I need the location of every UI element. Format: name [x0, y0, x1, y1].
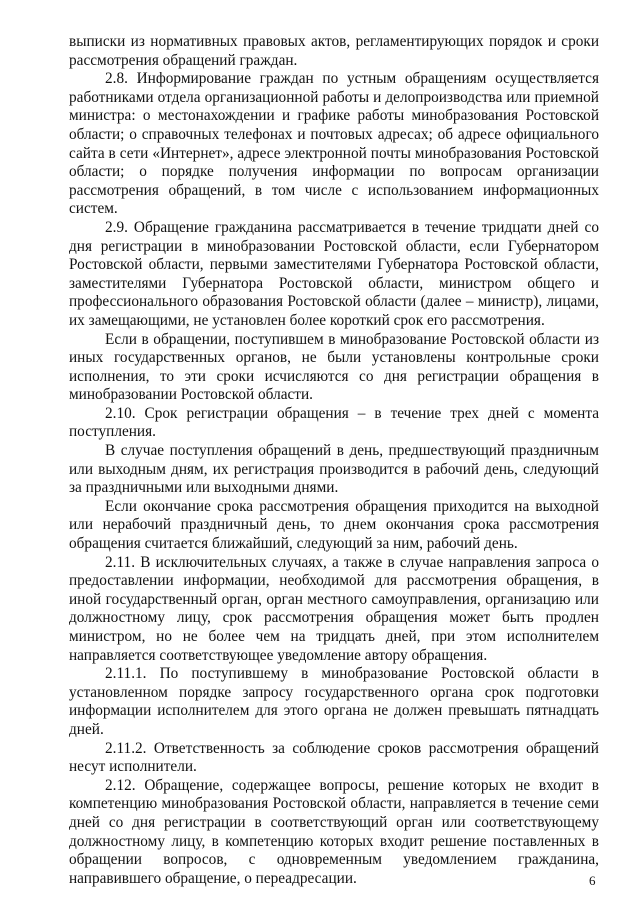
- paragraph-2-9: 2.9. Обращение гражданина рассматривается в течение тридцати дней со дня регистрации в минобразовании Ростовской области, если Губернатором Ростовской области, первыми заместителями Губернатора Ростовской области, заместителями Губернатора Ростовской области, министром общего и профессионального образования Ростовской области (далее – министр), лицами, их замещающими, не установлен более короткий срок его рассмотрения.: [69, 218, 599, 329]
- paragraph-2-12: 2.12. Обращение, содержащее вопросы, решение которых не входит в компетенцию минобразования Ростовской области, направляется в течение семи дней со дня регистрации в соответствующий орган или соответствующему должностному лицу, в компетенцию которых входит решение поставленных в обращении вопросов, с одновременным уведомлением гражданина, направившего обращение, о переадресации.: [69, 776, 599, 887]
- page-number: 6: [589, 873, 596, 888]
- paragraph-2-8: 2.8. Информирование граждан по устным обращениям осуществляется работниками отдела организационной работы и делопроизводства или приемной министра: о местонахождении и графике работы минобразования Ростовской области; о справочных телефонах и почтовых адресах; об адресе официального сайта в сети «Интернет», адресе электронной почты минобразования Ростовской области; о порядке получения информации по вопросам организации рассмотрения обращений, в том числе с использованием информационных систем.: [69, 70, 599, 218]
- paragraph-2-11-1: 2.11.1. По поступившему в минобразование Ростовской области в установленном порядке запросу государственного органа срок подготовки информации исполнителем для этого органа не должен превышать пятнадцать дней.: [69, 665, 599, 738]
- document-body: [69, 33, 599, 888]
- paragraph-2-10-holidays: В случае поступления обращений в день, предшествующий праздничным или выходным дням, их регистрация производится в рабочий день, следующий за праздничными или выходными днями.: [69, 442, 599, 497]
- paragraph-2-10-deadline: Если окончание срока рассмотрения обращения приходится на выходной или нерабочий праздничный день, то днем окончания срока рассмотрения обращения считается ближайший, следующий за ним, рабочий день.: [69, 497, 599, 553]
- paragraph-2-10: 2.10. Срок регистрации обращения – в течение трех дней с момента поступления.: [69, 404, 599, 441]
- paragraph-2-11-2: 2.11.2. Ответственность за соблюдение сроков рассмотрения обращений несут исполнители.: [69, 739, 599, 776]
- paragraph-continuation: выписки из нормативных правовых актов, регламентирующих порядок и сроки рассмотрения обращений граждан.: [69, 33, 599, 69]
- paragraph-2-9-control-terms: Если в обращении, поступившем в минобразование Ростовской области из иных государственных органов, не были установлены контрольные сроки исполнения, то эти сроки исчисляются со дня регистрации обращения в минобразовании Ростовской области.: [69, 330, 599, 404]
- paragraph-2-11: 2.11. В исключительных случаях, а также в случае направления запроса о предоставлении информации, необходимой для рассмотрения обращения, в иной государственный орган, орган местного самоуправления, организацию или должностному лицу, срок рассмотрения обращения может быть продлен министром, но не более чем на тридцать дней, при этом исполнителем направляется соответствующее уведомление автору обращения.: [69, 553, 599, 664]
